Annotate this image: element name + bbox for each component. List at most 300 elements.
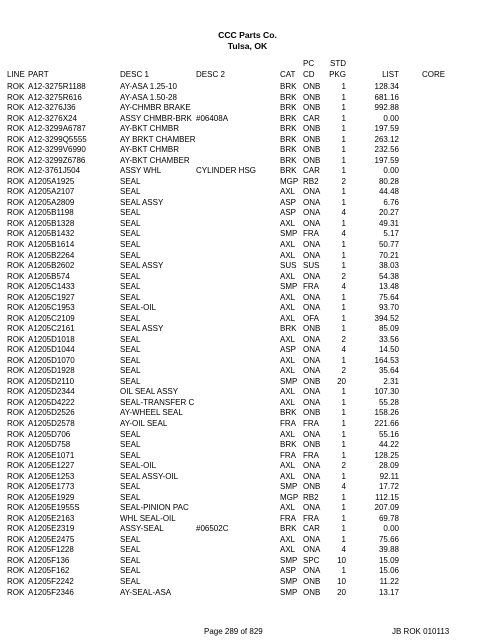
table-row xyxy=(0,198,495,209)
cell-line: ROK xyxy=(7,313,25,323)
cell-cat: SMP xyxy=(280,282,298,292)
cell-cd: ONB xyxy=(303,587,321,597)
cell-pkg: 20 xyxy=(337,376,346,386)
cell-part: A1205F162 xyxy=(28,566,70,576)
cell-line: ROK xyxy=(7,355,25,365)
cell-pkg: 1 xyxy=(341,197,346,207)
cell-desc1: SEAL xyxy=(120,440,141,450)
cell-desc1: AY-ASA 1.50-28 xyxy=(120,92,177,102)
cell-pkg: 2 xyxy=(341,366,346,376)
cell-part: A1205E1773 xyxy=(28,482,75,492)
cell-pkg: 1 xyxy=(341,534,346,544)
cell-cd: SUS xyxy=(303,261,320,271)
cell-line: ROK xyxy=(7,303,25,313)
table-row xyxy=(0,282,495,293)
cell-list: 50.77 xyxy=(378,239,399,249)
cell-desc1: SEAL-OIL xyxy=(120,461,157,471)
cell-cat: BRK xyxy=(280,113,297,123)
cell-part: A1205A2107 xyxy=(28,187,75,197)
cell-pkg: 2 xyxy=(341,461,346,471)
cell-cat: BRK xyxy=(280,82,297,91)
cell-list: 55.28 xyxy=(378,397,399,407)
cell-cat: AXL xyxy=(280,397,296,407)
cell-list: 394.52 xyxy=(374,313,399,323)
cell-cd: FRA xyxy=(303,450,319,460)
cell-part: A1205B2602 xyxy=(28,261,75,271)
cell-list: 44.48 xyxy=(378,187,399,197)
cell-part: A12-3761J504 xyxy=(28,166,81,176)
cell-part: A1205C2109 xyxy=(28,313,75,323)
cell-cd: ONA xyxy=(303,250,321,260)
cell-part: A1205D2526 xyxy=(28,408,75,418)
cell-desc1: SEAL xyxy=(120,282,141,292)
cell-desc1: SEAL xyxy=(120,534,141,544)
cell-pkg: 1 xyxy=(341,450,346,460)
cell-part: A1205F1228 xyxy=(28,545,74,555)
header-core: CORE xyxy=(422,70,446,79)
cell-cat: FRA xyxy=(280,419,296,428)
cell-pkg: 1 xyxy=(341,440,346,450)
cell-cd: ONA xyxy=(303,187,321,197)
cell-desc1: SEAL ASSY xyxy=(120,197,164,207)
cell-desc1: SEAL xyxy=(120,250,141,260)
cell-cd: ONA xyxy=(303,355,321,365)
cell-desc1: SEAL xyxy=(120,345,141,355)
cell-cd: ONA xyxy=(303,503,321,513)
cell-pkg: 1 xyxy=(341,166,346,176)
cell-list: 0.00 xyxy=(383,113,399,123)
cell-pkg: 1 xyxy=(341,471,346,481)
cell-list: 2.31 xyxy=(383,376,399,386)
cell-cd: ONA xyxy=(303,239,321,249)
cell-list: 49.31 xyxy=(378,218,399,228)
cell-part: A1205E1929 xyxy=(28,492,75,502)
cell-desc1: AY-ASA 1.25-10 xyxy=(120,82,177,91)
cell-list: 70.21 xyxy=(378,250,399,260)
cell-desc1: SEAL xyxy=(120,355,141,365)
table-row xyxy=(0,588,495,599)
cell-cat: AXL xyxy=(280,271,296,281)
header-cat: CAT xyxy=(280,70,296,79)
cell-pkg: 4 xyxy=(341,545,346,555)
table-row xyxy=(0,293,495,304)
cell-desc2: #06408A xyxy=(196,113,229,123)
cell-part: A12-3275R616 xyxy=(28,92,82,102)
cell-cat: FRA xyxy=(280,513,296,523)
cell-list: 232.56 xyxy=(374,145,399,155)
cell-list: 263.12 xyxy=(374,134,399,144)
cell-cd: ONA xyxy=(303,387,321,397)
cell-cat: AXL xyxy=(280,366,296,376)
cell-list: 38.03 xyxy=(378,261,399,271)
cell-pkg: 1 xyxy=(341,324,346,334)
cell-cat: AXL xyxy=(280,471,296,481)
cell-line: ROK xyxy=(7,419,25,428)
cell-pkg: 1 xyxy=(341,513,346,523)
cell-line: ROK xyxy=(7,229,25,239)
cell-cat: AXL xyxy=(280,334,296,344)
cell-part: A1205D2110 xyxy=(28,376,75,386)
parts-table xyxy=(0,82,495,598)
cell-list: 0.00 xyxy=(383,524,399,534)
cell-line: ROK xyxy=(7,471,25,481)
cell-cat: ASP xyxy=(280,208,297,218)
cell-list: 128.25 xyxy=(374,450,399,460)
cell-desc1: SEAL xyxy=(120,239,141,249)
cell-line: ROK xyxy=(7,250,25,260)
cell-line: ROK xyxy=(7,82,25,91)
cell-cat: BRK xyxy=(280,155,297,165)
table-row xyxy=(0,535,495,546)
cell-cd: ONA xyxy=(303,461,321,471)
cell-part: A1205D1018 xyxy=(28,334,75,344)
table-row xyxy=(0,366,495,377)
table-row xyxy=(0,408,495,419)
cell-part: A1205E1071 xyxy=(28,450,75,460)
cell-cat: BRK xyxy=(280,440,297,450)
cell-pkg: 1 xyxy=(341,218,346,228)
cell-part: A1205E1227 xyxy=(28,461,75,471)
cell-line: ROK xyxy=(7,503,25,513)
table-row xyxy=(0,156,495,167)
cell-pkg: 1 xyxy=(341,524,346,534)
cell-line: ROK xyxy=(7,103,25,113)
cell-cd: ONA xyxy=(303,271,321,281)
cell-desc1: SEAL xyxy=(120,482,141,492)
cell-desc1: SEAL xyxy=(120,450,141,460)
cell-part: A1205C1927 xyxy=(28,292,75,302)
cell-pkg: 1 xyxy=(341,503,346,513)
cell-list: 128.34 xyxy=(374,82,399,91)
cell-pkg: 1 xyxy=(341,313,346,323)
cell-list: 80.28 xyxy=(378,176,399,186)
cell-part: A1205B1614 xyxy=(28,239,75,249)
table-row xyxy=(0,524,495,535)
cell-line: ROK xyxy=(7,534,25,544)
cell-cat: SMP xyxy=(280,376,298,386)
cell-pkg: 20 xyxy=(337,587,346,597)
cell-part: A1205E1955S xyxy=(28,503,80,513)
cell-part: A1205D2578 xyxy=(28,419,75,428)
cell-part: A1205B2264 xyxy=(28,250,75,260)
cell-cd: ONA xyxy=(303,534,321,544)
cell-part: A1205C1953 xyxy=(28,303,75,313)
cell-desc1: AY-BKT CHMBR xyxy=(120,145,179,155)
page-number: Page 289 of 829 xyxy=(204,627,263,636)
table-row xyxy=(0,556,495,567)
cell-desc1: SEAL ASSY-OIL xyxy=(120,471,179,481)
table-row xyxy=(0,545,495,556)
cell-desc1: SEAL xyxy=(120,492,141,502)
cell-cd: CAR xyxy=(303,166,320,176)
cell-line: ROK xyxy=(7,482,25,492)
cell-desc1: AY-WHEEL SEAL xyxy=(120,408,183,418)
cell-list: 39.88 xyxy=(378,545,399,555)
cell-part: A1205D4222 xyxy=(28,397,75,407)
cell-part: A1205D2344 xyxy=(28,387,75,397)
table-row xyxy=(0,114,495,125)
cell-cd: ONB xyxy=(303,145,321,155)
table-row xyxy=(0,419,495,430)
cell-desc1: WHL SEAL-OIL xyxy=(120,513,176,523)
cell-part: A12-3299V6990 xyxy=(28,145,86,155)
cell-desc1: ASSY WHL xyxy=(120,166,162,176)
table-row xyxy=(0,472,495,483)
cell-part: A1205F2346 xyxy=(28,587,74,597)
column-header-row-1 xyxy=(0,59,495,69)
table-row xyxy=(0,103,495,114)
cell-desc2: #06502C xyxy=(196,524,229,534)
cell-cat: AXL xyxy=(280,503,296,513)
cell-list: 33.56 xyxy=(378,334,399,344)
cell-part: A1205B1198 xyxy=(28,208,74,218)
cell-cat: AXL xyxy=(280,218,296,228)
table-row xyxy=(0,387,495,398)
cell-line: ROK xyxy=(7,92,25,102)
cell-list: 164.53 xyxy=(374,355,399,365)
cell-desc1: SEAL xyxy=(120,313,141,323)
table-row xyxy=(0,93,495,104)
cell-line: ROK xyxy=(7,292,25,302)
cell-cd: ONB xyxy=(303,576,321,586)
cell-desc1: ASSY CHMBR-BRK xyxy=(120,113,192,123)
cell-line: ROK xyxy=(7,513,25,523)
cell-list: 221.66 xyxy=(374,419,399,428)
cell-pkg: 1 xyxy=(341,134,346,144)
cell-part: A1205D758 xyxy=(28,440,71,450)
cell-part: A12-3276J36 xyxy=(28,103,76,113)
cell-cd: ONA xyxy=(303,334,321,344)
cell-cat: AXL xyxy=(280,355,296,365)
cell-pkg: 2 xyxy=(341,271,346,281)
cell-cat: AXL xyxy=(280,534,296,544)
cell-line: ROK xyxy=(7,492,25,502)
cell-desc1: SEAL xyxy=(120,576,141,586)
cell-part: A1205B1328 xyxy=(28,218,75,228)
cell-desc1: SEAL-OIL xyxy=(120,303,157,313)
cell-cd: ONA xyxy=(303,566,321,576)
cell-part: A1205C1433 xyxy=(28,282,75,292)
cell-line: ROK xyxy=(7,545,25,555)
cell-desc1: SEAL xyxy=(120,176,141,186)
cell-list: 207.09 xyxy=(374,503,399,513)
cell-part: A12-3276X24 xyxy=(28,113,77,123)
cell-pkg: 1 xyxy=(341,492,346,502)
cell-desc1: SEAL xyxy=(120,292,141,302)
cell-line: ROK xyxy=(7,155,25,165)
cell-desc1: SEAL-TRANSFER C xyxy=(120,397,195,407)
cell-cat: BRK xyxy=(280,145,297,155)
cell-pkg: 1 xyxy=(341,397,346,407)
cell-cd: ONA xyxy=(303,292,321,302)
cell-list: 6.76 xyxy=(383,197,399,207)
table-row xyxy=(0,324,495,335)
cell-pkg: 1 xyxy=(341,239,346,249)
cell-pkg: 1 xyxy=(341,566,346,576)
cell-part: A1205A1925 xyxy=(28,176,75,186)
cell-line: ROK xyxy=(7,187,25,197)
cell-list: 13.17 xyxy=(378,587,399,597)
cell-pkg: 1 xyxy=(341,429,346,439)
cell-pkg: 1 xyxy=(341,355,346,365)
cell-line: ROK xyxy=(7,113,25,123)
table-row xyxy=(0,145,495,156)
cell-cd: ONA xyxy=(303,345,321,355)
cell-cat: MGP xyxy=(280,176,299,186)
cell-cd: ONB xyxy=(303,134,321,144)
cell-part: A12-3299Z6786 xyxy=(28,155,86,165)
cell-line: ROK xyxy=(7,282,25,292)
cell-line: ROK xyxy=(7,197,25,207)
cell-list: 55.16 xyxy=(378,429,399,439)
cell-desc1: SEAL ASSY xyxy=(120,324,164,334)
table-row xyxy=(0,219,495,230)
cell-line: ROK xyxy=(7,145,25,155)
cell-pkg: 4 xyxy=(341,208,346,218)
cell-desc1: SEAL xyxy=(120,218,141,228)
cell-list: 13.48 xyxy=(378,282,399,292)
header-desc1: DESC 1 xyxy=(120,70,149,79)
cell-cd: FRA xyxy=(303,229,319,239)
cell-line: ROK xyxy=(7,324,25,334)
cell-pkg: 1 xyxy=(341,387,346,397)
cell-list: 54.38 xyxy=(378,271,399,281)
table-row xyxy=(0,356,495,367)
header-part: PART xyxy=(28,70,49,79)
cell-list: 93.70 xyxy=(378,303,399,313)
table-row xyxy=(0,272,495,283)
table-row xyxy=(0,177,495,188)
cell-desc1: SEAL xyxy=(120,229,141,239)
header-pkg: PKG xyxy=(329,70,346,79)
cell-cd: CAR xyxy=(303,524,320,534)
cell-cd: ONB xyxy=(303,482,321,492)
cell-cat: AXL xyxy=(280,429,296,439)
cell-pkg: 4 xyxy=(341,482,346,492)
cell-desc1: AY BRKT CHAMBER xyxy=(120,134,196,144)
cell-desc1: AY-OIL SEAL xyxy=(120,419,168,428)
cell-part: A12-3275R1188 xyxy=(28,82,86,91)
cell-desc1: SEAL xyxy=(120,376,141,386)
cell-part: A1205D1070 xyxy=(28,355,75,365)
cell-cd: RB2 xyxy=(303,492,319,502)
company-name: CCC Parts Co. xyxy=(218,30,277,40)
cell-desc1: SEAL xyxy=(120,334,141,344)
cell-part: A1205E2163 xyxy=(28,513,75,523)
cell-line: ROK xyxy=(7,555,25,565)
cell-cd: ONB xyxy=(303,124,321,134)
cell-cat: BRK xyxy=(280,134,297,144)
cell-line: ROK xyxy=(7,587,25,597)
cell-list: 0.00 xyxy=(383,166,399,176)
cell-list: 28.09 xyxy=(378,461,399,471)
cell-line: ROK xyxy=(7,450,25,460)
cell-cat: SMP xyxy=(280,555,298,565)
cell-list: 681.16 xyxy=(374,92,399,102)
cell-pkg: 1 xyxy=(341,113,346,123)
cell-list: 107.30 xyxy=(374,387,399,397)
header-desc2: DESC 2 xyxy=(196,70,225,79)
cell-cat: AXL xyxy=(280,313,296,323)
cell-cat: ASP xyxy=(280,197,297,207)
cell-pkg: 2 xyxy=(341,334,346,344)
cell-desc1: SEAL xyxy=(120,566,141,576)
cell-cd: ONB xyxy=(303,324,321,334)
cell-list: 15.09 xyxy=(378,555,399,565)
cell-cd: SPC xyxy=(303,555,320,565)
cell-list: 197.59 xyxy=(374,124,399,134)
cell-list: 35.64 xyxy=(378,366,399,376)
cell-cat: BRK xyxy=(280,524,297,534)
cell-list: 15.06 xyxy=(378,566,399,576)
cell-line: ROK xyxy=(7,366,25,376)
document-code: JB ROK 010113 xyxy=(392,627,450,636)
cell-cd: ONA xyxy=(303,218,321,228)
table-row xyxy=(0,261,495,272)
cell-cat: AXL xyxy=(280,292,296,302)
cell-desc1: SEAL xyxy=(120,271,141,281)
cell-part: A1205D706 xyxy=(28,429,71,439)
cell-list: 992.88 xyxy=(374,103,399,113)
table-row xyxy=(0,82,495,93)
table-row xyxy=(0,451,495,462)
cell-cat: ASP xyxy=(280,566,297,576)
cell-cat: BRK xyxy=(280,103,297,113)
cell-list: 75.66 xyxy=(378,534,399,544)
cell-part: A1205E2319 xyxy=(28,524,75,534)
cell-cat: BRK xyxy=(280,408,297,418)
cell-list: 158.26 xyxy=(374,408,399,418)
cell-cat: BRK xyxy=(280,166,297,176)
header-cd: CD xyxy=(303,70,315,79)
cell-line: ROK xyxy=(7,218,25,228)
table-row xyxy=(0,566,495,577)
cell-pkg: 1 xyxy=(341,124,346,134)
cell-pkg: 4 xyxy=(341,282,346,292)
cell-line: ROK xyxy=(7,345,25,355)
header-line: LINE xyxy=(7,70,25,79)
cell-desc1: AY-CHMBR BRAKE xyxy=(120,103,191,113)
table-row xyxy=(0,482,495,493)
cell-cd: ONA xyxy=(303,303,321,313)
cell-cat: AXL xyxy=(280,545,296,555)
cell-pkg: 1 xyxy=(341,408,346,418)
cell-pkg: 2 xyxy=(341,176,346,186)
cell-line: ROK xyxy=(7,134,25,144)
table-row xyxy=(0,398,495,409)
cell-line: ROK xyxy=(7,208,25,218)
cell-line: ROK xyxy=(7,397,25,407)
cell-cd: ONB xyxy=(303,82,321,91)
company-city: Tulsa, OK xyxy=(227,41,268,51)
table-row xyxy=(0,345,495,356)
cell-desc1: OIL SEAL ASSY xyxy=(120,387,179,397)
cell-cat: BRK xyxy=(280,92,297,102)
cell-cat: BRK xyxy=(280,324,297,334)
cell-pkg: 1 xyxy=(341,250,346,260)
cell-pkg: 1 xyxy=(341,82,346,91)
cell-desc1: SEAL-PINION PAC xyxy=(120,503,189,513)
cell-line: ROK xyxy=(7,566,25,576)
cell-list: 197.59 xyxy=(374,155,399,165)
cell-part: A1205B1432 xyxy=(28,229,75,239)
cell-list: 17.72 xyxy=(378,482,399,492)
cell-part: A1205D1044 xyxy=(28,345,75,355)
cell-cat: SMP xyxy=(280,587,298,597)
cell-list: 5.17 xyxy=(383,229,399,239)
table-row xyxy=(0,124,495,135)
cell-cat: SMP xyxy=(280,229,298,239)
